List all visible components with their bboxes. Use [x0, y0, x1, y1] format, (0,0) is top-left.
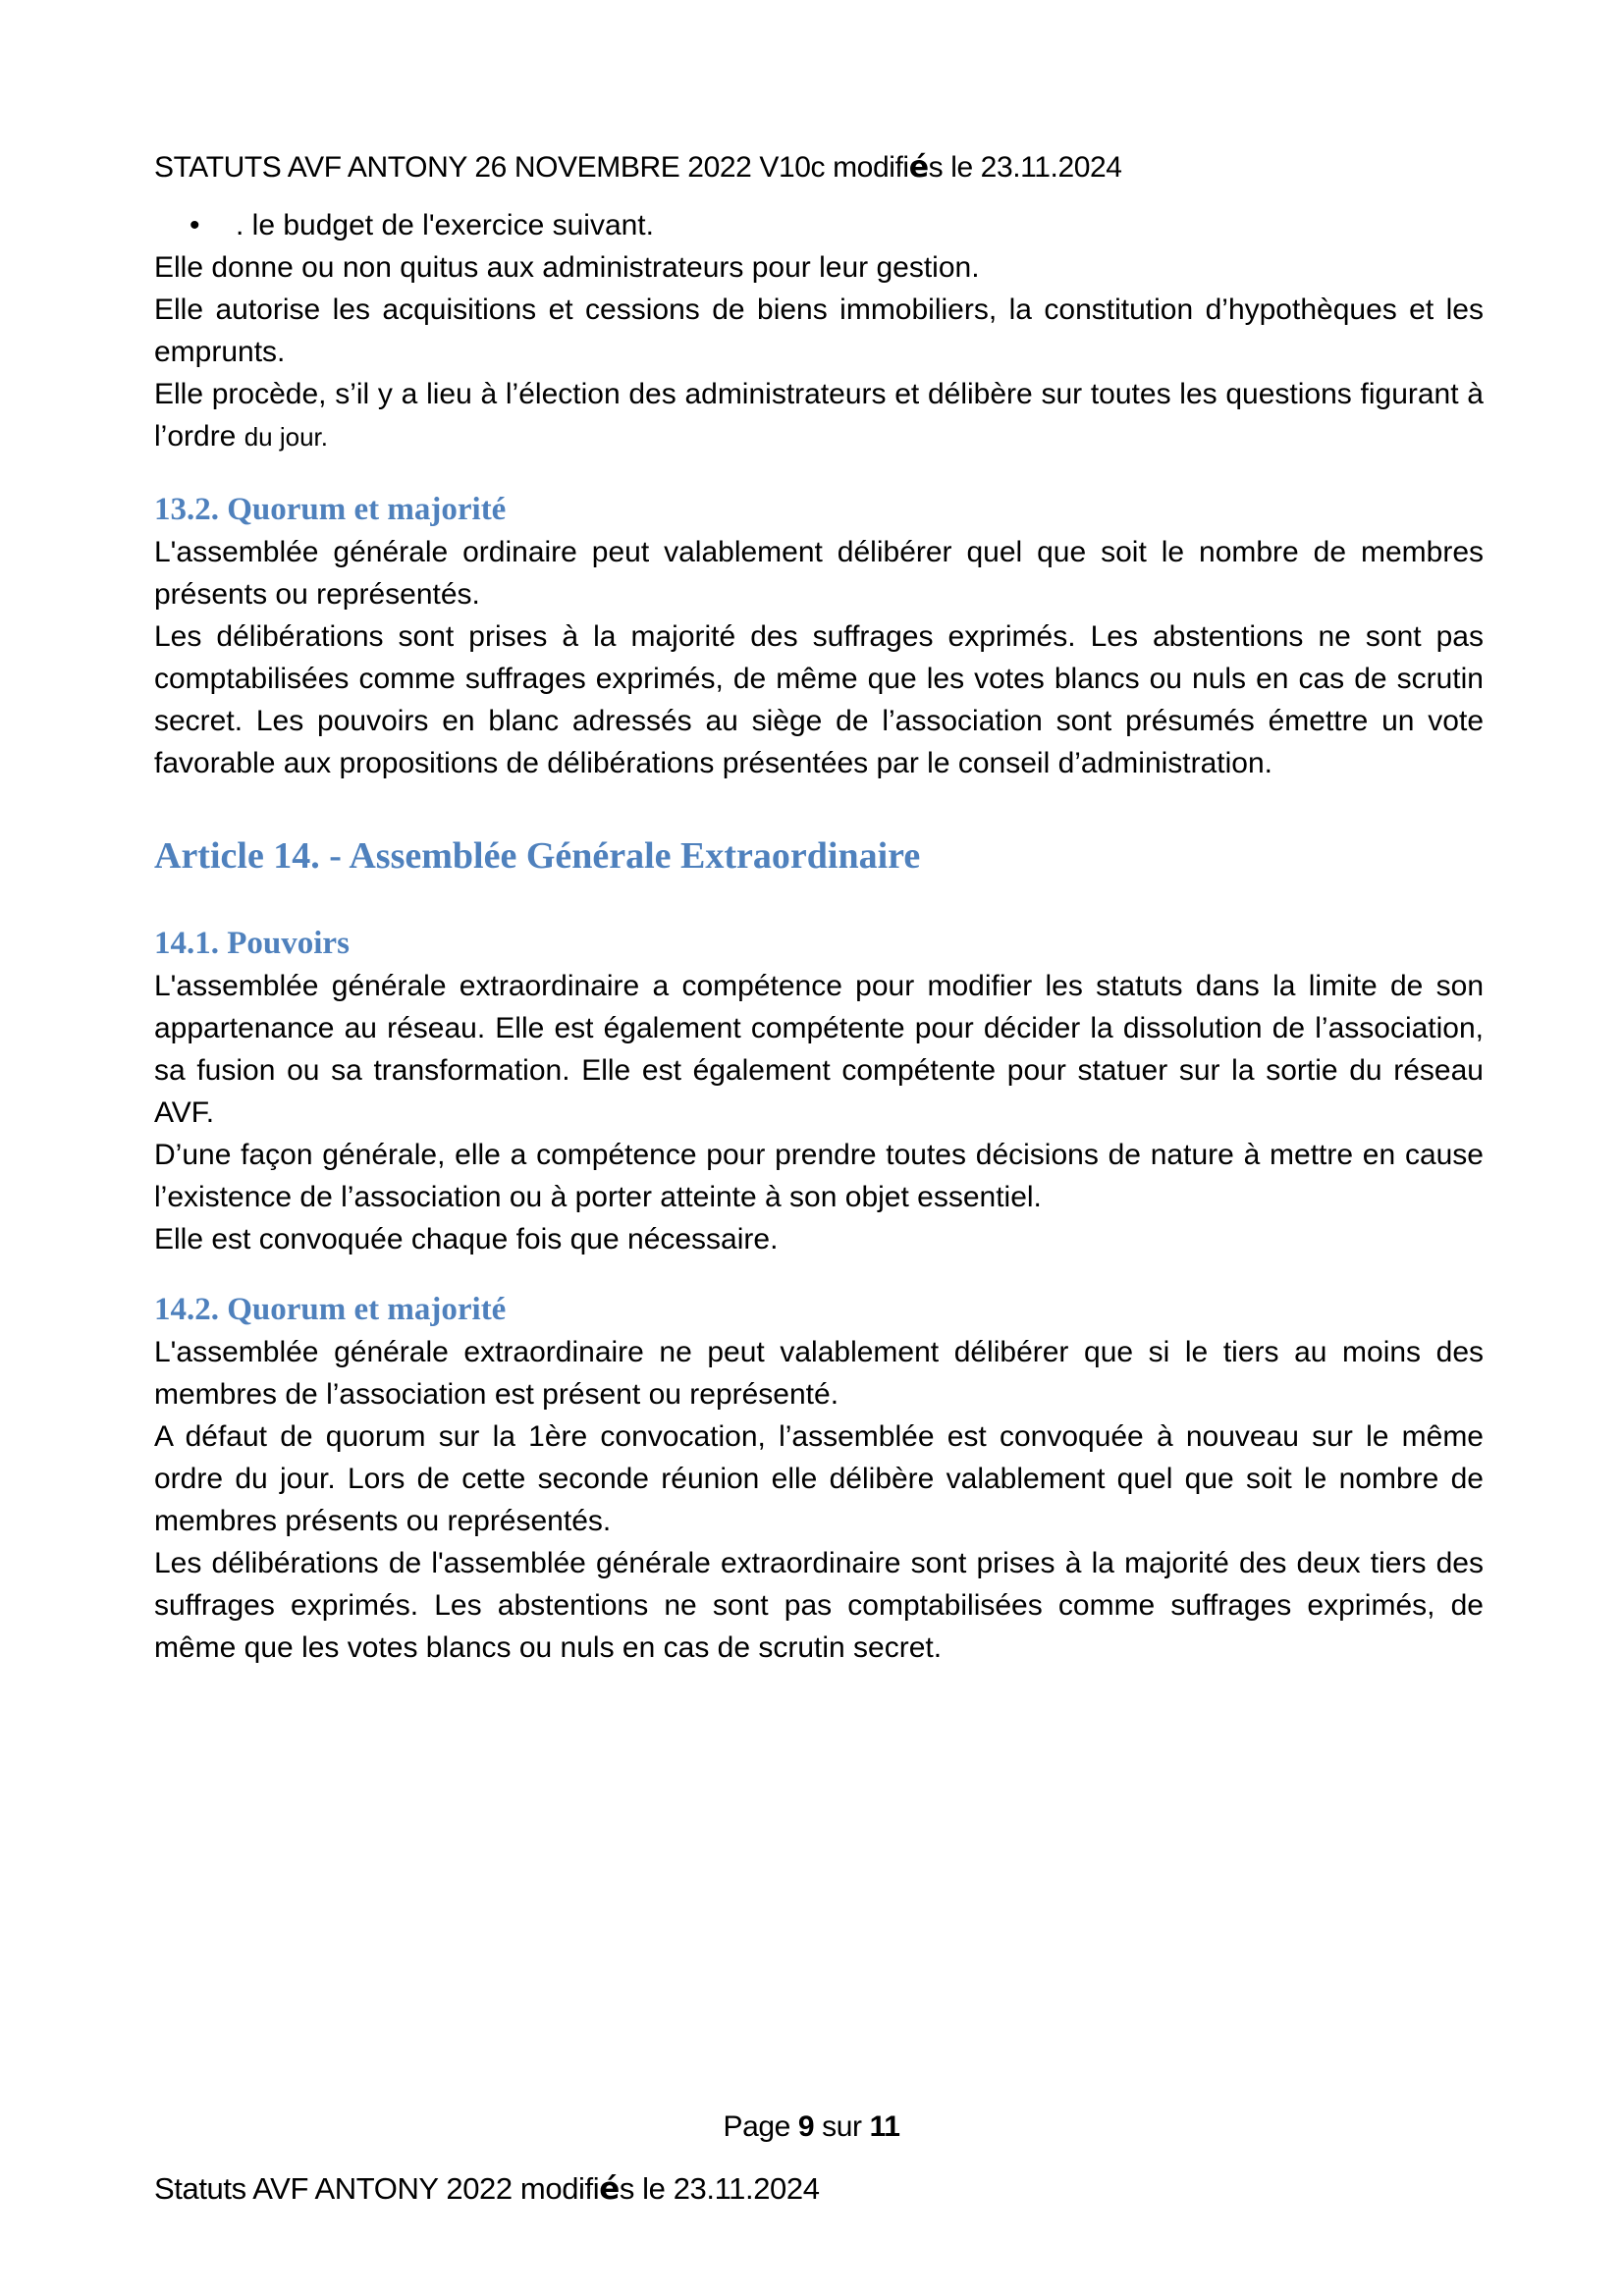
paragraph-deliberations-ago: Les délibérations sont prises à la majorité des suffrages exprimés. Les abstentions ne sont pas comptabilisées comme suffrages exprimés, de même que les votes blancs ou nuls en cas de scrutin secret. Les pouvoirs en blanc adressés au siège de l’association sont présumés émettre un vote favorable aux propositions de délibérations présentées par le conseil d’administration.: [154, 620, 1484, 779]
footer-page-label: Page: [723, 2110, 798, 2143]
paragraph-autorise: Elle autorise les acquisitions et cessions de biens immobiliers, la constitution d’hypothèques et les emprunts.: [154, 294, 1484, 368]
footer-page-separator: sur: [814, 2110, 870, 2143]
footer-doc-title: [154, 2171, 820, 2207]
heading-13-2-quorum: 13.2. Quorum et majorité: [154, 492, 507, 527]
document-header-tail: s le 23.11.2024: [928, 151, 1122, 184]
bullet-item: [154, 204, 1484, 246]
footer-doc-text: Statuts AVF ANTONY 2022 modifi: [154, 2171, 600, 2206]
footer-doc-accent: é: [599, 2171, 620, 2207]
document-header: [154, 147, 1484, 188]
paragraph-age-pouvoirs: L'assemblée générale extraordinaire a compétence pour modifier les statuts dans la limite de son appartenance au réseau. Elle est également compétente pour décider la dissolution de l’association, sa fusion ou sa transformation. Elle est également compétente pour statuer sur la sortie du réseau AVF.: [154, 970, 1484, 1129]
paragraph-age-quorum: L'assemblée générale extraordinaire ne peut valablement délibérer que si le tiers au moins des membres de l’association est présent ou représenté.: [154, 1336, 1484, 1411]
paragraph-procede: [154, 373, 1484, 458]
paragraph-ago-quorum: L'assemblée générale ordinaire peut valablement délibérer quel que soit le nombre de membres présents ou représentés.: [154, 536, 1484, 611]
paragraph-facon-generale: D’une façon générale, elle a compétence pour prendre toutes décisions de nature à mettre en cause l’existence de l’association ou à porter atteinte à son objet essentiel.: [154, 1139, 1484, 1213]
footer-page-number: [0, 2110, 1623, 2144]
footer-page-current: 9: [797, 2110, 815, 2143]
heading-14-1-pouvoirs: 14.1. Pouvoirs: [154, 926, 350, 961]
heading-article-14: Article 14. - Assemblée Générale Extraordinaire: [154, 835, 921, 877]
paragraph-quitus: Elle donne ou non quitus aux administrateurs pour leur gestion.: [154, 251, 980, 284]
paragraph-procede-small: du jour.: [243, 422, 328, 452]
document-header-text: STATUTS AVF ANTONY 26 NOVEMBRE 2022 V10c modifi: [154, 151, 909, 184]
heading-14-2-quorum: 14.2. Quorum et majorité: [154, 1292, 507, 1327]
bullet-icon: •: [189, 209, 200, 241]
paragraph-deliberations-age: Les délibérations de l'assemblée générale extraordinaire sont prises à la majorité des deux tiers des suffrages exprimés. Les abstentions ne sont pas comptabilisées comme suffrages exprimés, de même que les votes blancs ou nuls en cas de scrutin secret.: [154, 1547, 1484, 1664]
bullet-item-text: . le budget de l'exercice suivant.: [236, 209, 654, 241]
paragraph-convoquee: Elle est convoquée chaque fois que nécessaire.: [154, 1223, 779, 1255]
footer-doc-tail: s le 23.11.2024: [619, 2171, 820, 2206]
footer-page-total: 11: [869, 2110, 900, 2143]
paragraph-defaut-quorum: A défaut de quorum sur la 1ère convocation, l’assemblée est convoquée à nouveau sur le même ordre du jour. Lors de cette seconde réunion elle délibère valablement quel que soit le nombre de membres présents ou représentés.: [154, 1420, 1484, 1537]
paragraph-procede-main: Elle procède, s’il y a lieu à l’élection des administrateurs et délibère sur toutes les questions figurant à l’ordre: [154, 378, 1484, 453]
document-header-accent: é: [908, 150, 929, 185]
